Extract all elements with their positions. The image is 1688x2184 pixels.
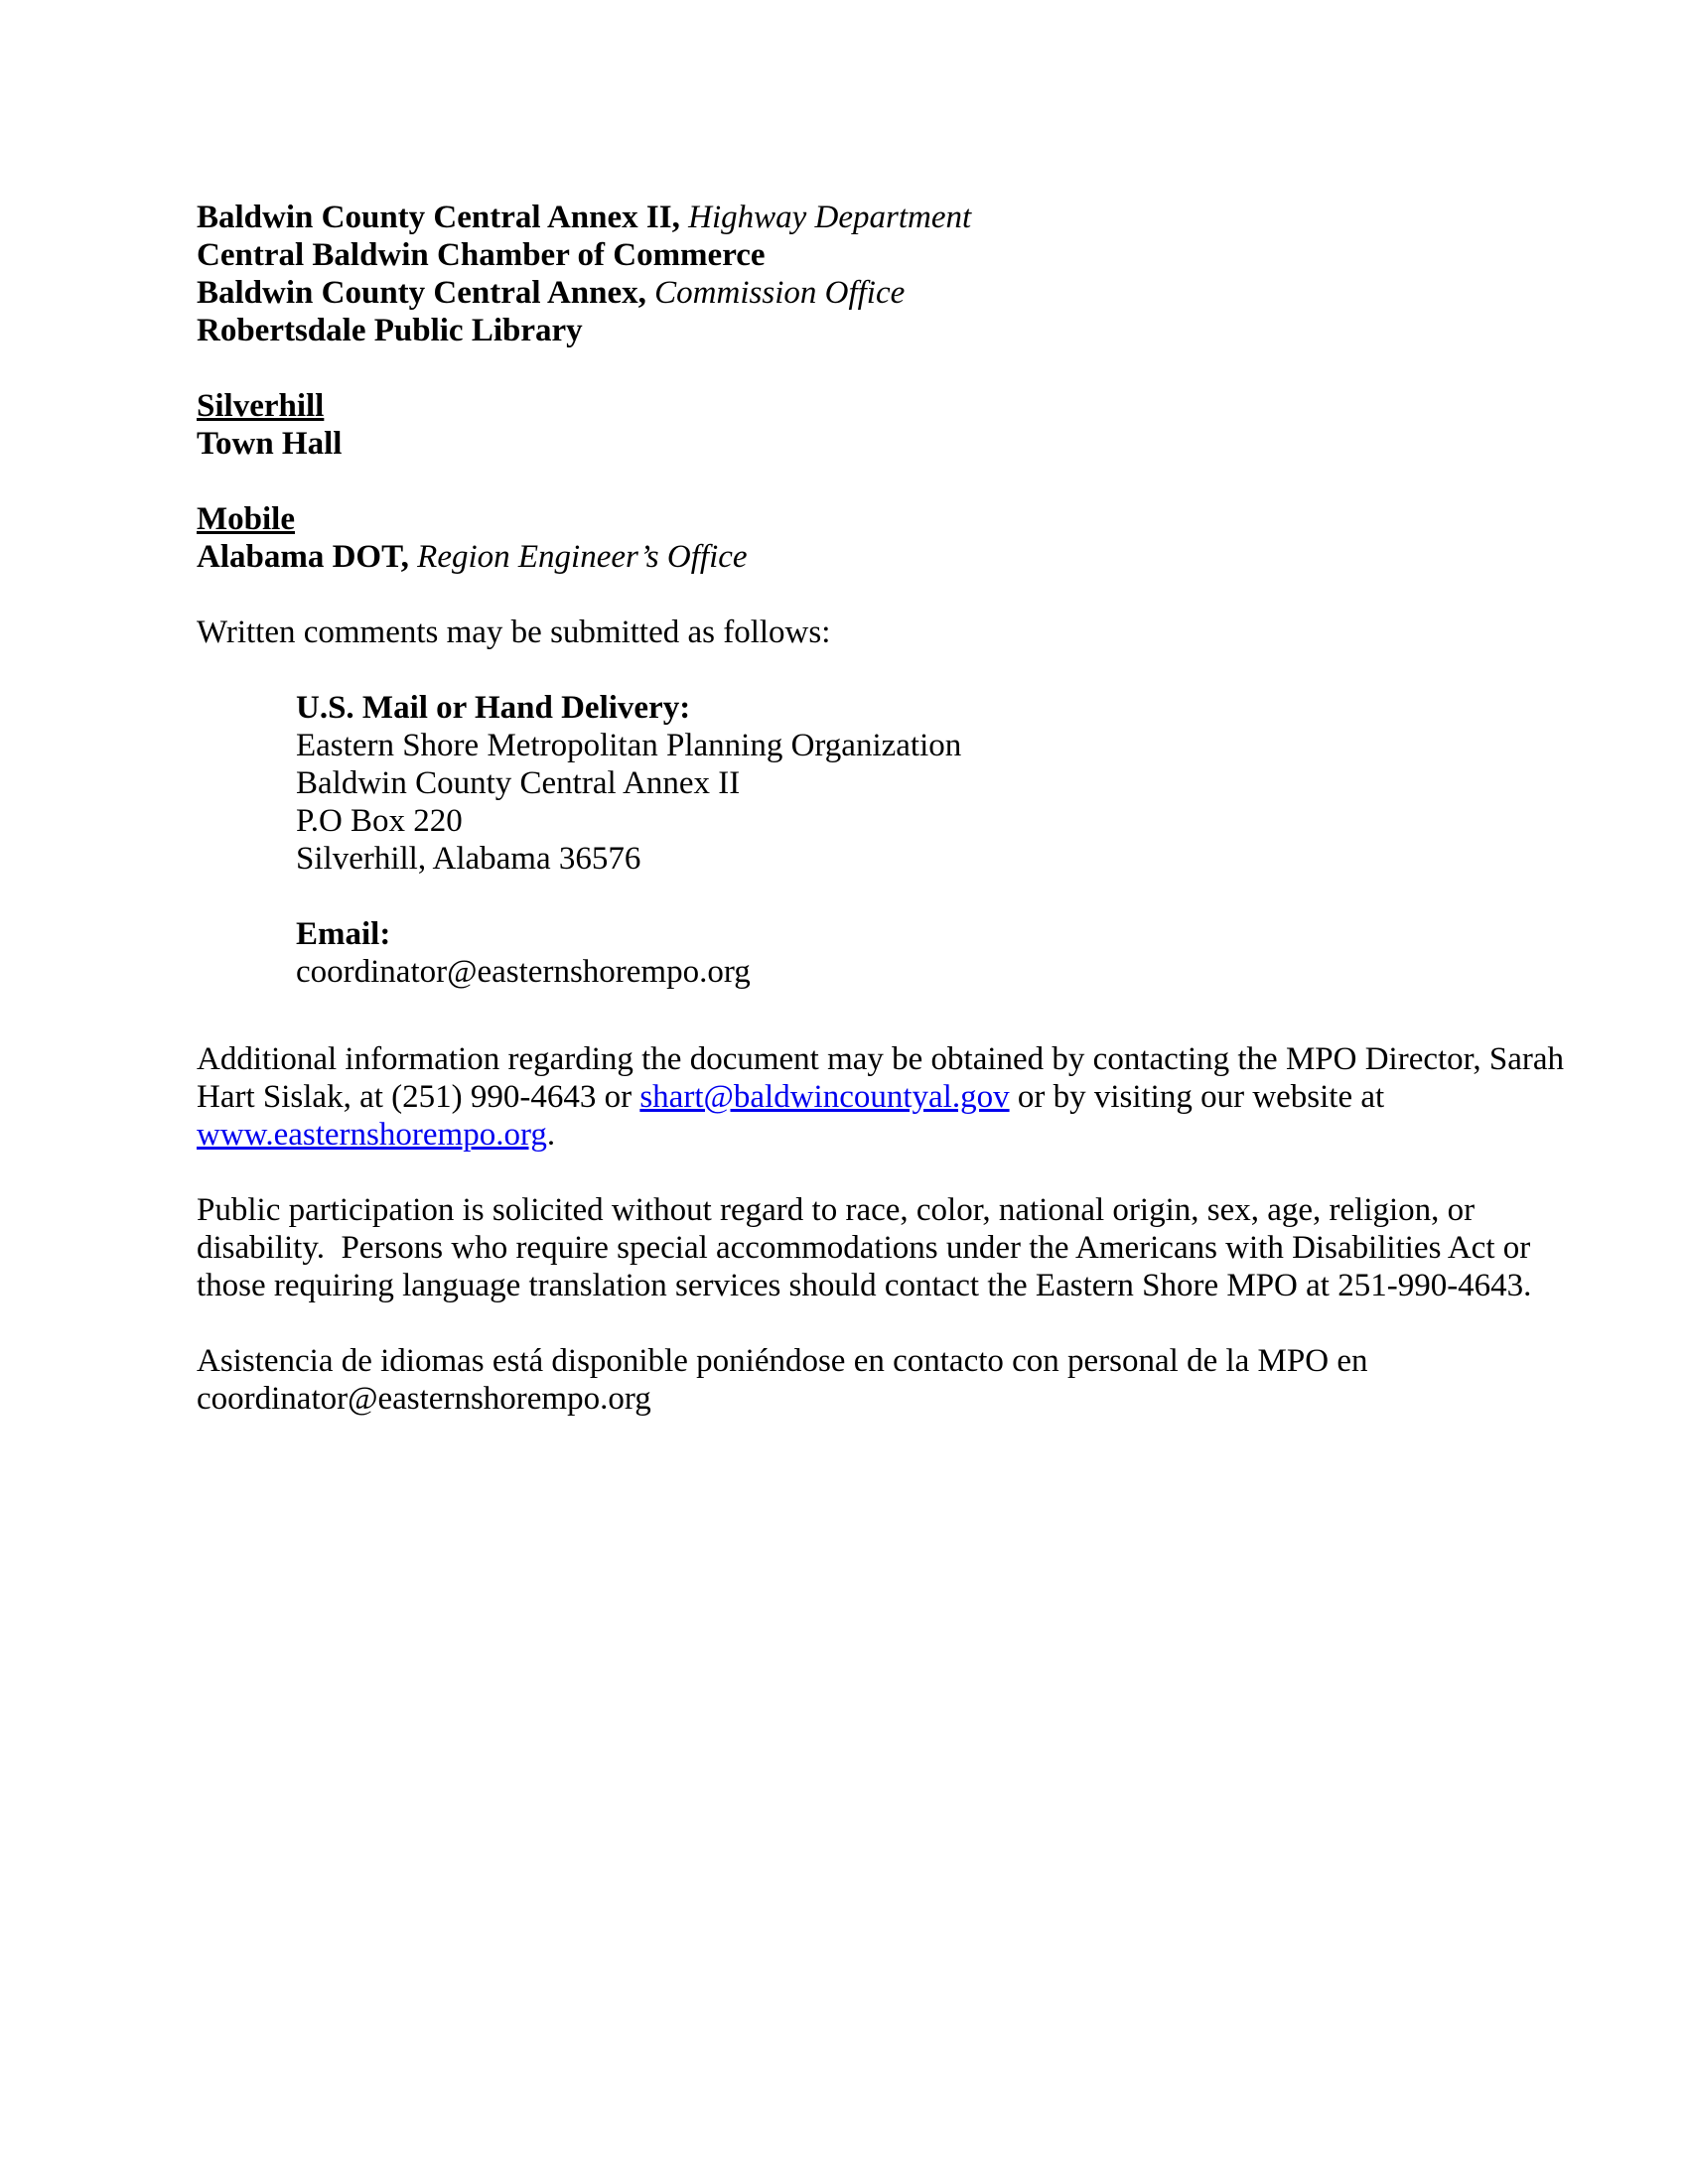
- address-line: Silverhill, Alabama 36576: [296, 841, 641, 877]
- participation-line2: [197, 1229, 1529, 1267]
- blank-line: [197, 463, 1529, 500]
- spanish-notice-line1: [197, 1342, 1529, 1380]
- city-heading-silverhill: [197, 387, 1529, 425]
- blank-line: [197, 878, 1529, 915]
- additional-info-line1: [197, 1040, 1564, 1078]
- mail-address-pobox: [197, 802, 1529, 840]
- blank-line: [197, 651, 1529, 689]
- location-name: Baldwin County Central Annex,: [197, 275, 655, 311]
- blank-line: [197, 1304, 1529, 1342]
- email-address-text: coordinator@easternshorempo.org: [296, 954, 751, 990]
- paragraph-text: Additional information regarding the document may be obtained by contacting the MPO Director, Sarah: [197, 1041, 1564, 1077]
- city-heading-mobile: [197, 500, 1529, 538]
- spanish-notice-line2: [197, 1380, 1529, 1418]
- address-line: Baldwin County Central Annex II: [296, 765, 741, 801]
- shart-email-link[interactable]: shart@baldwincountyal.gov: [639, 1079, 1010, 1115]
- blank-line: [197, 349, 1529, 387]
- paragraph-text: Asistencia de idiomas está disponible poniéndose en contacto con personal de la MPO en: [197, 1343, 1368, 1379]
- location-line-annex2: [197, 199, 1529, 236]
- location-detail: Region Engineer’s Office: [417, 539, 748, 575]
- location-line-library: [197, 312, 1529, 349]
- additional-info-line3: [197, 1116, 1529, 1154]
- mail-address-org: [197, 727, 1529, 764]
- location-name: Central Baldwin Chamber of Commerce: [197, 237, 766, 273]
- paragraph-text: coordinator@easternshorempo.org: [197, 1381, 651, 1417]
- paragraph-text: or by visiting our website at: [1009, 1079, 1385, 1115]
- intro-text: Written comments may be submitted as follows:: [197, 614, 831, 650]
- blank-line: [197, 991, 1529, 1028]
- paragraph-text: Public participation is solicited without regard to race, color, national origin, sex, age, religion, or: [197, 1192, 1476, 1228]
- location-name: Town Hall: [197, 426, 343, 462]
- location-detail: Commission Office: [654, 275, 906, 311]
- mpo-website-link[interactable]: www.easternshorempo.org: [197, 1117, 547, 1153]
- location-line-town-hall: [197, 425, 1529, 463]
- participation-line3: [197, 1267, 1532, 1304]
- location-name: Baldwin County Central Annex II,: [197, 200, 689, 235]
- paragraph-text: those requiring language translation services should contact the Eastern Shore MPO at 251-990-4643.: [197, 1268, 1532, 1303]
- paragraph-text: Hart Sislak, at (251) 990-4643 or: [197, 1079, 640, 1115]
- city-heading: Silverhill: [197, 388, 325, 424]
- location-line-aldot: [197, 538, 1529, 576]
- paragraph-text: disability. Persons who require special accommodations under the Americans with Disabilities Act or: [197, 1230, 1531, 1266]
- location-line-annex: [197, 274, 1529, 312]
- email-heading: [197, 915, 1529, 953]
- mail-heading: U.S. Mail or Hand Delivery:: [296, 690, 691, 726]
- address-line: P.O Box 220: [296, 803, 463, 839]
- location-detail: Highway Department: [688, 200, 972, 235]
- participation-line1: [197, 1191, 1529, 1229]
- city-heading: Mobile: [197, 501, 295, 537]
- blank-line: [197, 1154, 1529, 1191]
- mail-delivery-heading: [197, 689, 1529, 727]
- email-heading-label: Email:: [296, 916, 391, 952]
- additional-info-line2: [197, 1078, 1529, 1116]
- blank-line: [197, 576, 1529, 614]
- location-name: Robertsdale Public Library: [197, 313, 583, 348]
- vertical-spacer: [197, 1028, 1529, 1040]
- mail-address-building: [197, 764, 1529, 802]
- written-comments-intro: [197, 614, 1529, 651]
- location-line-chamber: [197, 236, 1529, 274]
- email-address: [197, 953, 1529, 991]
- paragraph-text: .: [546, 1117, 556, 1153]
- mail-address-city: [197, 840, 1529, 878]
- address-line: Eastern Shore Metropolitan Planning Organization: [296, 728, 962, 763]
- location-name: Alabama DOT,: [197, 539, 418, 575]
